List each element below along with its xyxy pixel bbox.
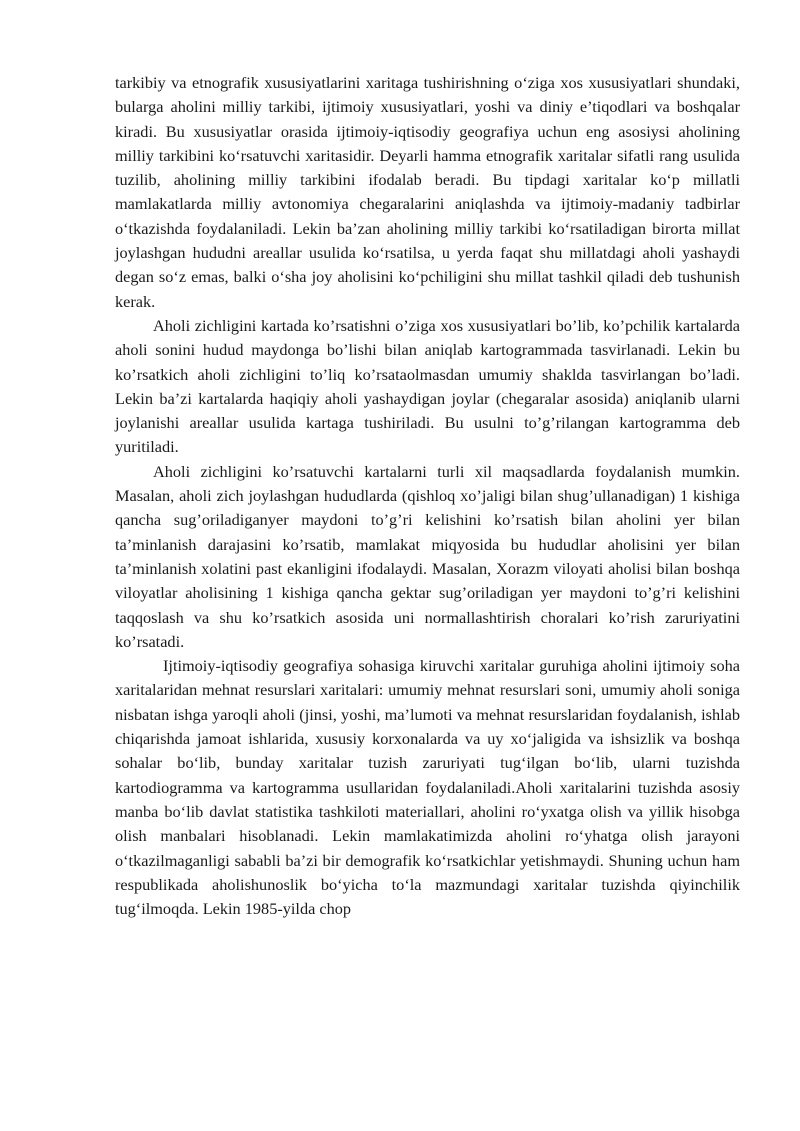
paragraph-population-density: Aholi zichligini kartada ko’rsatishni o’ziga xos xususiyatlari bo’lib, ko’pchilik kartalarda aholi sonini hudud maydonga bo’lishi bilan aniqlab kartogrammada tasvirlanadi. Lekin bu ko’rsatkich aholi zichligini to’liq ko’rsataolmasdan umumiy shaklda tasvirlangan bo’ladi. Lekin ba’zi kartalarda haqiqiy aholi yashaydigan joylar (chegaralar asosida) aniqlanib ularni joylanishi areallar usulida kartaga tushiriladi. Bu usulni to’g’rilangan kartogramma deb yuritiladi. <box>115 315 740 457</box>
document-body <box>115 71 740 921</box>
paragraph-density-maps-usage: Aholi zichligini ko’rsatuvchi kartalarni turli xil maqsadlarda foydalanish mumkin. Masalan, aholi zich joylashgan hududlarda (qishloq xo’jaligi bilan shug’ullanadigan) 1 kishiga qancha sug’oriladiganyer maydoni to’g’ri kelishini ko’rsatish bilan aholini yer bilan ta’minlanish darajasini ko’rsatib, mamlakat miqyosida bu hududlar aholisini yer bilan ta’minlanish xolatini past ekanligini ifodalaydi. Masalan, Xorazm viloyati aholisi bilan boshqa viloyatlar aholisining 1 kishiga qancha gektar sug’oriladigan yer maydoni to’g’ri kelishini taqqoslash va shu ko’rsatkich asosida uni normallashtirish choralari ko’rish zaruriyatini ko’rsatadi. <box>115 461 740 651</box>
paragraph-socio-economic-maps: Ijtimoiy-iqtisodiy geografiya sohasiga kiruvchi xaritalar guruhiga aholini ijtimoiy soha xaritalaridan mehnat resurslari xaritalari: umumiy mehnat resurslari soni, umumiy aholi soniga nisbatan ishga yaroqli aholi (jinsi, yoshi, ma’lumoti va mehnat resurslaridan foydalanish, ishlab chiqarishda jamoat ishlarida, xususiy korxonalarda va uy xo‘jaligida va ishsizlik va boshqa sohalar bo‘lib, bunday xaritalar tuzish zaruriyati tug‘ilgan bo‘lib, ularni tuzishda kartodiogramma va kartogramma usullaridan foydalaniladi.Aholi xaritalarini tuzishda asosiy manba bo‘lib davlat statistika tashkiloti materiallari, aholini ro‘yxatga olish va yillik hisobga olish manbalari hisoblanadi. Lekin mamlakatimizda aholini ro‘yhatga olish jarayoni o‘tkazilmaganligi sababli ba’zi bir demografik ko‘rsatkichlar yetishmaydi. Shuning uchun ham respublikada aholishunoslik bo‘yicha to‘la mazmundagi xaritalar tuzishda qiyinchilik tug‘ilmoqda. Lekin 1985-yilda chop <box>115 656 740 919</box>
paragraph-continuation: tarkibiy va etnografik xususiyatlarini xaritaga tushirishning o‘ziga xos xususiyatlari shundaki, bularga aholini milliy tarkibi, ijtimoiy xususiyatlari, yoshi va diniy e’tiqodlari va boshqalar kiradi. Bu xususiyatlar orasida ijtimoiy-iqtisodiy geografiya uchun eng asosiysi aholining milliy tarkibini ko‘rsatuvchi xaritasidir. Deyarli hamma etnografik xaritalar sifatli rang usulida tuzilib, aholining milliy tarkibini ifodalab beradi. Bu tipdagi xaritalar ko‘p millatli mamlakatlarda milliy avtonomiya chegaralarini aniqlashda va ijtimoiy-madaniy tadbirlar o‘tkazishda foydalaniladi. Lekin ba’zan aholining milliy tarkibi ko‘rsatiladigan birorta millat joylashgan hududni areallar usulida ko‘rsatilsa, u yerda faqat shu millatdagi aholi yashaydi degan so‘z emas, balki o‘sha joy aholisini ko‘pchiligini shu millat tashkil qiladi deb tushunish kerak. <box>115 73 740 311</box>
